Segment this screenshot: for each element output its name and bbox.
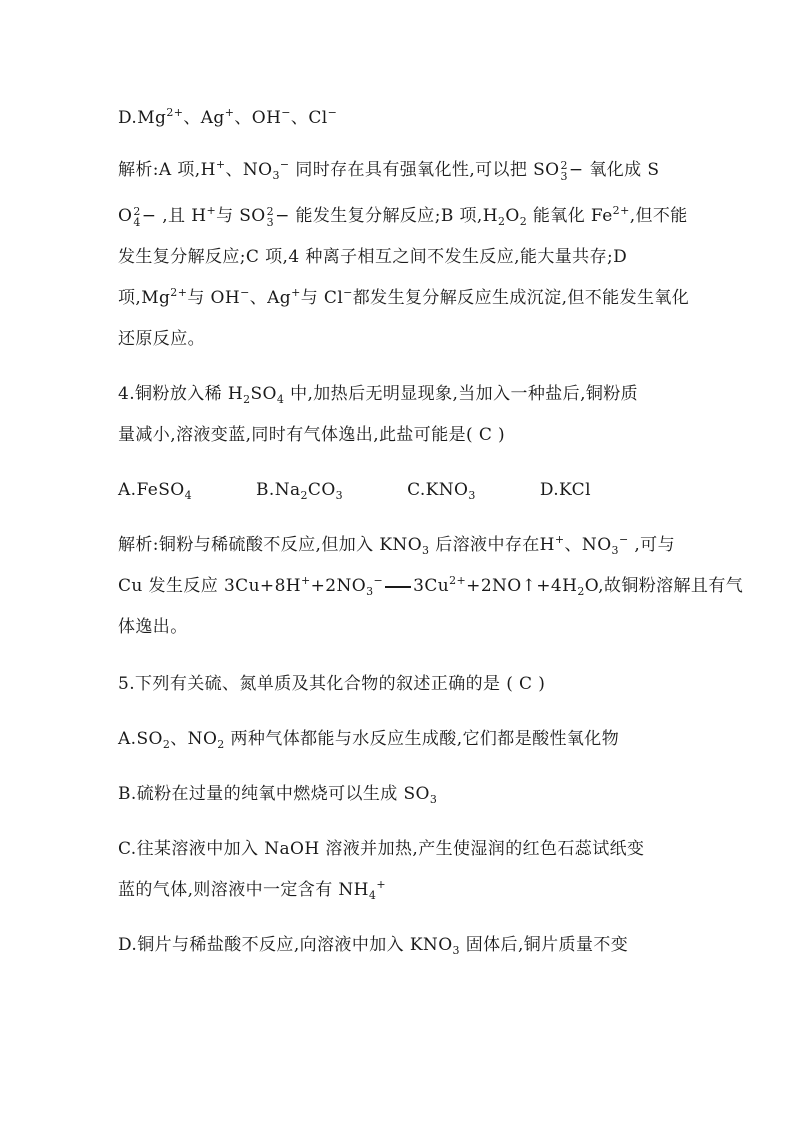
- q4-analysis-line-2: Cu 发生反应 $3Cu+8H^++2NO_3^-$ $3Cu^{2+}+2NO↑+4H_2O$,故铜粉溶解且有气: [118, 574, 744, 598]
- q5-stem: 5.下列有关硫、氮单质及其化合物的叙述正确的是 ( C ): [118, 674, 546, 694]
- q4-option-d: D.KCl: [539, 480, 591, 500]
- q4-option-b: $B.Na_2CO_3$: [256, 480, 344, 502]
- q3-analysis-line-5: 还原反应。: [118, 329, 205, 349]
- reaction-equals-sign: [385, 586, 411, 588]
- sulfite-charge: 2 3: [560, 158, 568, 183]
- q3-analysis-line-4: 项$,Mg^{2+}$与 OH−、Ag+与 Cl−都发生复分解反应生成沉淀,但不能发生氧化: [118, 286, 690, 308]
- sulfite-charge-2: 2 3: [266, 204, 275, 229]
- q5-option-b: B.硫粉在过量的纯氧中燃烧可以生成 $SO_3$: [118, 784, 438, 806]
- q4-analysis-line-3: 体逸出。: [118, 617, 188, 637]
- sulfate-charge: 2 4: [133, 204, 141, 229]
- q3-analysis-line-1: 解析:A 项,H+、$NO_3^-$ 同时存在具有强氧化性,可以把 SO 2 3 − 氧化成 S: [118, 158, 660, 183]
- q4-analysis-line-1: 解析:铜粉与稀硫酸不反应,但加入 $KNO_3$ 后溶液中存在H+、$NO_3^-$ ,可与: [118, 533, 675, 557]
- q5-option-c-line-2: 蓝的气体,则溶液中一定含有 $NH_4^+$: [118, 878, 386, 902]
- q3-analysis-line-3: 发生复分解反应;C 项,4 种离子相互之间不发生反应,能大量共存;D: [118, 247, 628, 267]
- q4-stem-line-1: 4.铜粉放入稀 $H_2SO_4$ 中,加热后无明显现象,当加入一种盐后,铜粉质: [118, 384, 639, 406]
- q4-option-a: A.FeSO$_4$: [118, 480, 192, 502]
- q4-stem-line-2: 量减小,溶液变蓝,同时有气体逸出,此盐可能是( C ): [118, 425, 506, 445]
- q3-option-d: $D.Mg^{2+}$、Ag+、OH−、Cl−: [118, 106, 338, 128]
- q3-analysis-line-2: O 2 4 − ,且 H+与 SO 2 3 − 能发生复分解反应;B 项$,H_2O_2$ 能氧化 $Fe^{2+}$,但不能: [118, 204, 688, 229]
- q4-options: [118, 478, 591, 502]
- q5-option-a: $A.SO_2$、$NO_2$ 两种气体都能与水反应生成酸,它们都是酸性氧化物: [118, 729, 620, 751]
- q5-option-d: D.铜片与稀盐酸不反应,向溶液中加入 $KNO_3$ 固体后,铜片质量不变: [118, 935, 629, 957]
- q5-option-c-line-1: C.往某溶液中加入 NaOH 溶液并加热,产生使湿润的红色石蕊试纸变: [118, 839, 645, 859]
- q4-option-c: $C.KNO_3$: [407, 480, 476, 502]
